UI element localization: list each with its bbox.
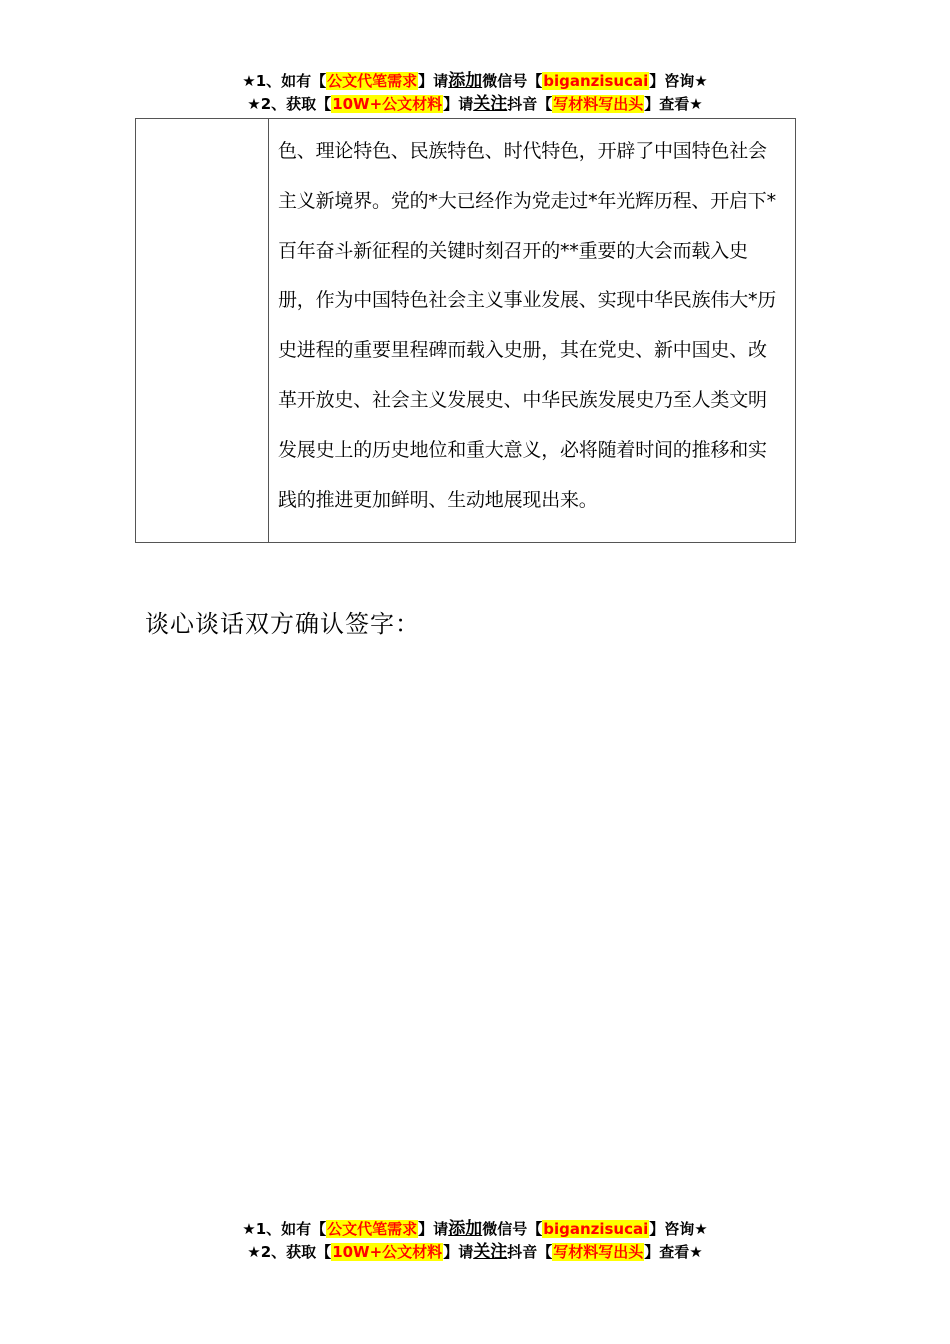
paragraph-line: 册，作为中国特色社会主义事业发展、实现中华民族伟大*历 bbox=[278, 289, 777, 312]
table-label-cell bbox=[136, 119, 269, 542]
banner-text: ★1、如有【 bbox=[242, 72, 327, 90]
banner-emphasis: 关注 bbox=[473, 1242, 508, 1262]
banner-text: 】请 bbox=[443, 95, 474, 113]
banner-line-2 bbox=[0, 1241, 950, 1264]
banner-line-1 bbox=[0, 1218, 950, 1241]
paragraph-line: 百年奋斗新征程的关键时刻召开的**重要的大会而载入史 bbox=[278, 239, 748, 262]
banner-line-1 bbox=[0, 70, 950, 93]
highlight-douyin-account: 写材料写出头 bbox=[553, 1243, 644, 1261]
banner-text: ★2、获取【 bbox=[247, 95, 332, 113]
footer-banner bbox=[0, 1218, 950, 1264]
banner-text: 抖音【 bbox=[507, 1243, 553, 1261]
banner-text: 】请 bbox=[418, 1220, 449, 1238]
paragraph-line: 史进程的重要里程碑而载入史册，其在党史、新中国史、改 bbox=[278, 339, 767, 362]
banner-text: ★2、获取【 bbox=[247, 1243, 332, 1261]
banner-text: ★1、如有【 bbox=[242, 1220, 327, 1238]
highlight-materials: 10W+公文材料 bbox=[332, 1243, 443, 1261]
banner-text: 抖音【 bbox=[507, 95, 553, 113]
paragraph-line: 践的推进更加鲜明、生动地展现出来。 bbox=[278, 488, 598, 511]
highlight-service: 公文代笔需求 bbox=[327, 72, 418, 90]
banner-emphasis: 添加 bbox=[448, 71, 483, 91]
content-table bbox=[135, 118, 796, 543]
paragraph-line: 主义新境界。党的*大已经作为党走过*年光辉历程、开启下* bbox=[278, 189, 776, 212]
banner-text: 】请 bbox=[418, 72, 449, 90]
banner-text: 】请 bbox=[443, 1243, 474, 1261]
banner-emphasis: 添加 bbox=[448, 1219, 483, 1239]
banner-text: 】咨询★ bbox=[649, 72, 708, 90]
banner-text: 微信号【 bbox=[482, 72, 543, 90]
signature-label: 谈心谈话双方确认签字： bbox=[145, 610, 420, 638]
banner-text: 】咨询★ bbox=[649, 1220, 708, 1238]
banner-text: 】查看★ bbox=[644, 1243, 703, 1261]
banner-text: 微信号【 bbox=[482, 1220, 543, 1238]
highlight-douyin-account: 写材料写出头 bbox=[553, 95, 644, 113]
header-banner bbox=[0, 70, 950, 116]
paragraph-line: 发展史上的历史地位和重大意义，必将随着时间的推移和实 bbox=[278, 438, 767, 461]
highlight-service: 公文代笔需求 bbox=[327, 1220, 418, 1238]
highlight-materials: 10W+公文材料 bbox=[332, 95, 443, 113]
highlight-wechat-id: biganzisucai bbox=[543, 72, 649, 90]
highlight-wechat-id: biganzisucai bbox=[543, 1220, 649, 1238]
table-content-cell bbox=[269, 119, 795, 542]
banner-emphasis: 关注 bbox=[473, 94, 508, 114]
paragraph-line: 革开放史、社会主义发展史、中华民族发展史乃至人类文明 bbox=[278, 388, 767, 411]
banner-text: 】查看★ bbox=[644, 95, 703, 113]
banner-line-2 bbox=[0, 93, 950, 116]
paragraph-line: 色、理论特色、民族特色、时代特色，开辟了中国特色社会 bbox=[278, 140, 767, 162]
